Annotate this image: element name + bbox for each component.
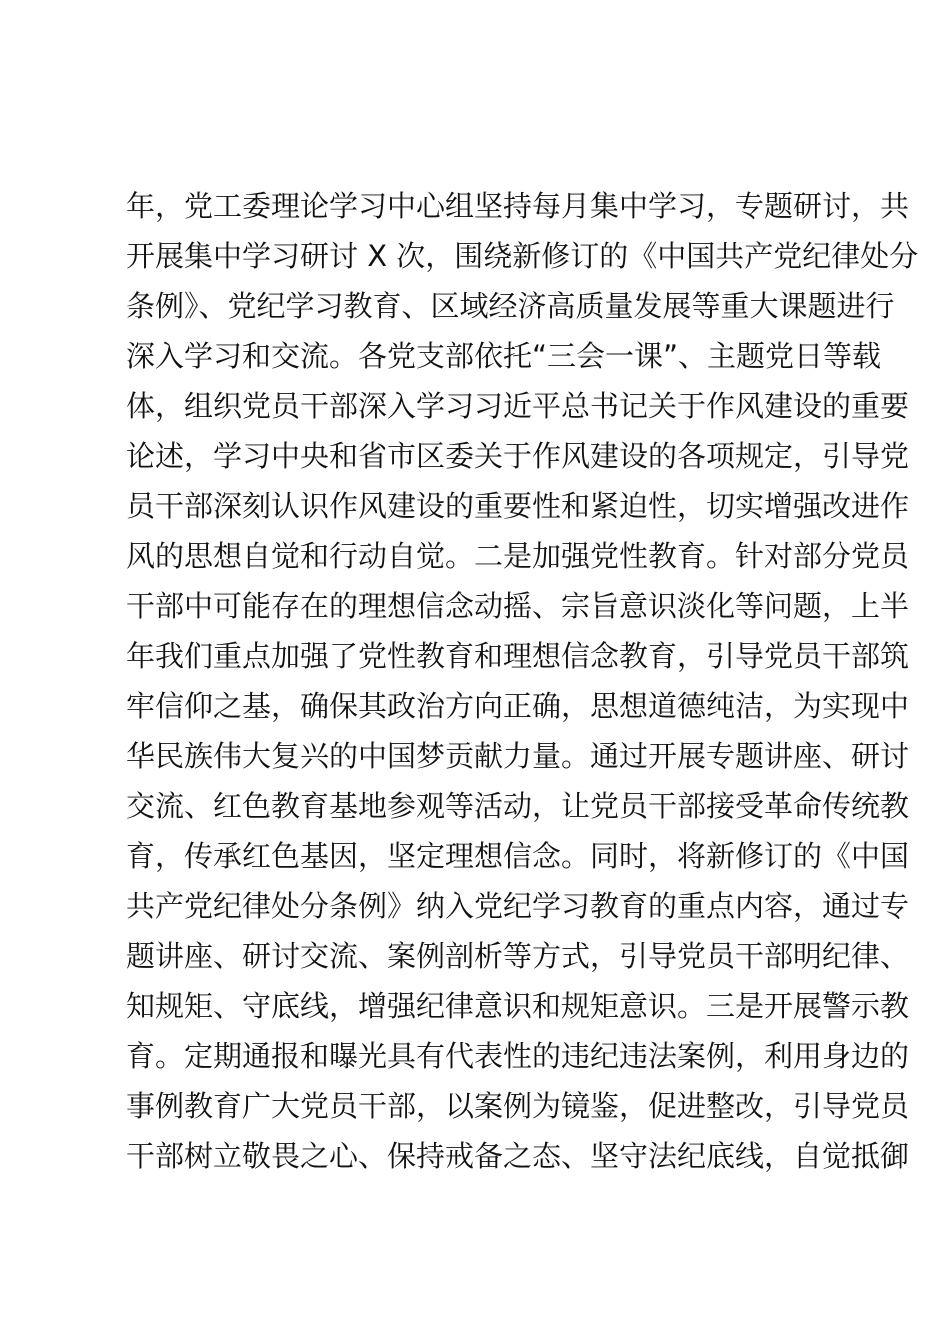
text-line-7: 员干部深刻认识作风建设的重要性和紧迫性，切实增强改进作 bbox=[126, 489, 910, 523]
text-line-11: 牢信仰之基，确保其政治方向正确，思想道德纯洁，为实现中 bbox=[126, 689, 910, 723]
text-line-17: 知规矩、守底线，增强纪律意识和规矩意识。三是开展警示教 bbox=[126, 989, 910, 1023]
text-line-5: 体，组织党员干部深入学习习近平总书记关于作风建设的重要 bbox=[126, 389, 910, 423]
text-line-3: 条例》、党纪学习教育、区域经济高质量发展等重大课题进行 bbox=[126, 289, 895, 323]
text-line-1: 年，党工委理论学习中心组坚持每月集中学习，专题研讨，共 bbox=[126, 189, 910, 223]
text-line-4: 深入学习和交流。各党支部依托“三会一课”、主题党日等载 bbox=[126, 339, 882, 373]
text-line-14: 育，传承红色基因，坚定理想信念。同时，将新修订的《中国 bbox=[126, 839, 910, 873]
text-line-13: 交流、红色教育基地参观等活动，让党员干部接受革命传统教 bbox=[126, 789, 910, 823]
text-line-8: 风的思想自觉和行动自觉。二是加强党性教育。针对部分党员 bbox=[126, 539, 910, 573]
text-line-19: 事例教育广大党员干部，以案例为镜鉴，促进整改，引导党员 bbox=[126, 1089, 910, 1123]
text-line-12: 华民族伟大复兴的中国梦贡献力量。通过开展专题讲座、研讨 bbox=[126, 739, 910, 773]
text-line-15: 共产党纪律处分条例》纳入党纪学习教育的重点内容，通过专 bbox=[126, 889, 910, 923]
text-line-16: 题讲座、研讨交流、案例剖析等方式，引导党员干部明纪律、 bbox=[126, 939, 910, 973]
text-line-20: 干部树立敬畏之心、保持戒备之态、坚守法纪底线，自觉抵御 bbox=[126, 1139, 910, 1173]
text-line-2: 开展集中学习研讨 X 次，围绕新修订的《中国共产党纪律处分 bbox=[126, 239, 919, 273]
text-line-10: 年我们重点加强了党性教育和理想信念教育，引导党员干部筑 bbox=[126, 639, 910, 673]
text-line-18: 育。定期通报和曝光具有代表性的违纪违法案例，利用身边的 bbox=[126, 1039, 910, 1073]
text-line-9: 干部中可能存在的理想信念动摇、宗旨意识淡化等问题，上半 bbox=[126, 589, 910, 623]
text-line-6: 论述，学习中央和省市区委关于作风建设的各项规定，引导党 bbox=[126, 439, 910, 473]
